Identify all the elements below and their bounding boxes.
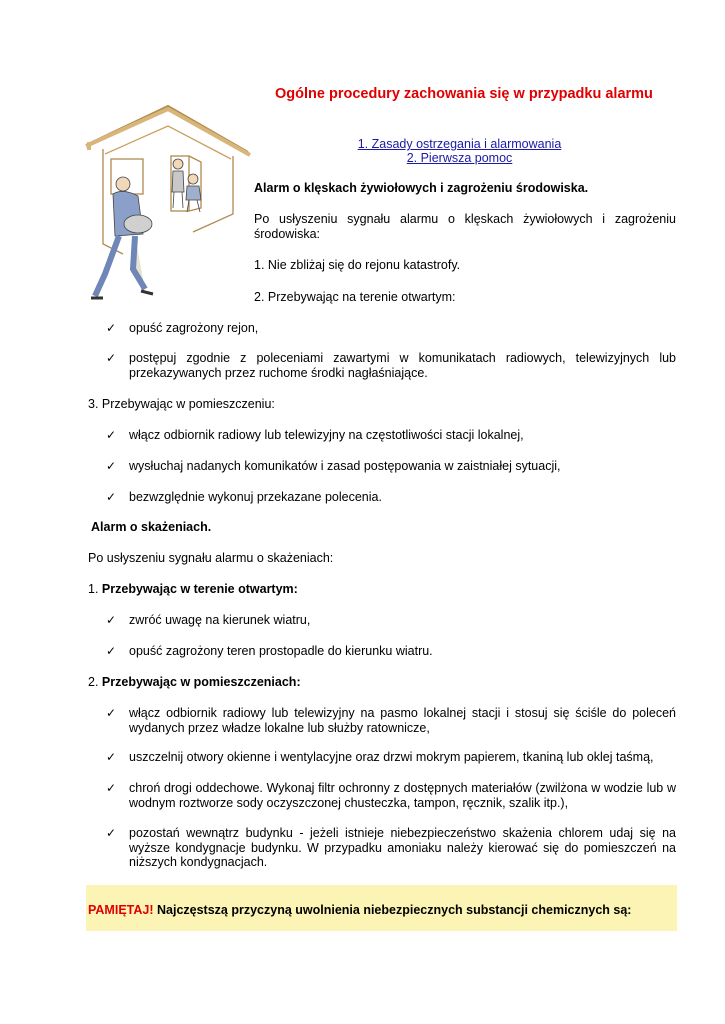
check-icon: ✓ [106, 351, 117, 365]
check-icon: ✓ [106, 781, 117, 795]
section1-heading: Alarm o klęskach żywiołowych i zagrożeniu środowiska. [254, 181, 589, 195]
section2-heading: Alarm o skażeniach. [91, 520, 212, 534]
check-icon: ✓ [106, 613, 117, 627]
check-icon: ✓ [106, 826, 117, 840]
remember-box [86, 885, 677, 931]
check-icon: ✓ [106, 321, 117, 335]
check-icon: ✓ [106, 490, 117, 504]
check-icon: ✓ [106, 750, 117, 764]
remember-text: Najczęstszą przyczyną uwolnienia niebezpiecznych substancji chemicznych są: [157, 903, 632, 917]
section1-item3: 3. Przebywając w pomieszczeniu: [88, 397, 275, 411]
section1-intro: Po usłyszeniu sygnału alarmu o klęskach żywiołowych i zagrożeniu środowiska: [254, 212, 676, 241]
link-zasady-ostrzegania[interactable]: 1. Zasady ostrzegania i alarmowania [357, 137, 562, 151]
section2-item1: 1. Przebywając w terenie otwartym: [88, 582, 298, 596]
toc-links [243, 137, 676, 165]
check-icon: ✓ [106, 428, 117, 442]
link-pierwsza-pomoc[interactable]: 2. Pierwsza pomoc [406, 151, 513, 165]
remember-label: PAMIĘTAJ! [88, 903, 154, 917]
section2-intro: Po usłyszeniu sygnału alarmu o skażeniach: [88, 551, 334, 565]
check-icon: ✓ [106, 706, 117, 720]
page-title: Ogólne procedury zachowania się w przypadku alarmu [275, 86, 653, 102]
section1-item1: 1. Nie zbliżaj się do rejonu katastrofy. [254, 258, 461, 272]
evacuation-illustration [83, 104, 253, 309]
check-icon: ✓ [106, 644, 117, 658]
section1-item2: 2. Przebywając na terenie otwartym: [254, 290, 456, 304]
section2-item2: 2. Przebywając w pomieszczeniach: [88, 675, 301, 689]
check-icon: ✓ [106, 459, 117, 473]
person-figures [91, 159, 201, 298]
